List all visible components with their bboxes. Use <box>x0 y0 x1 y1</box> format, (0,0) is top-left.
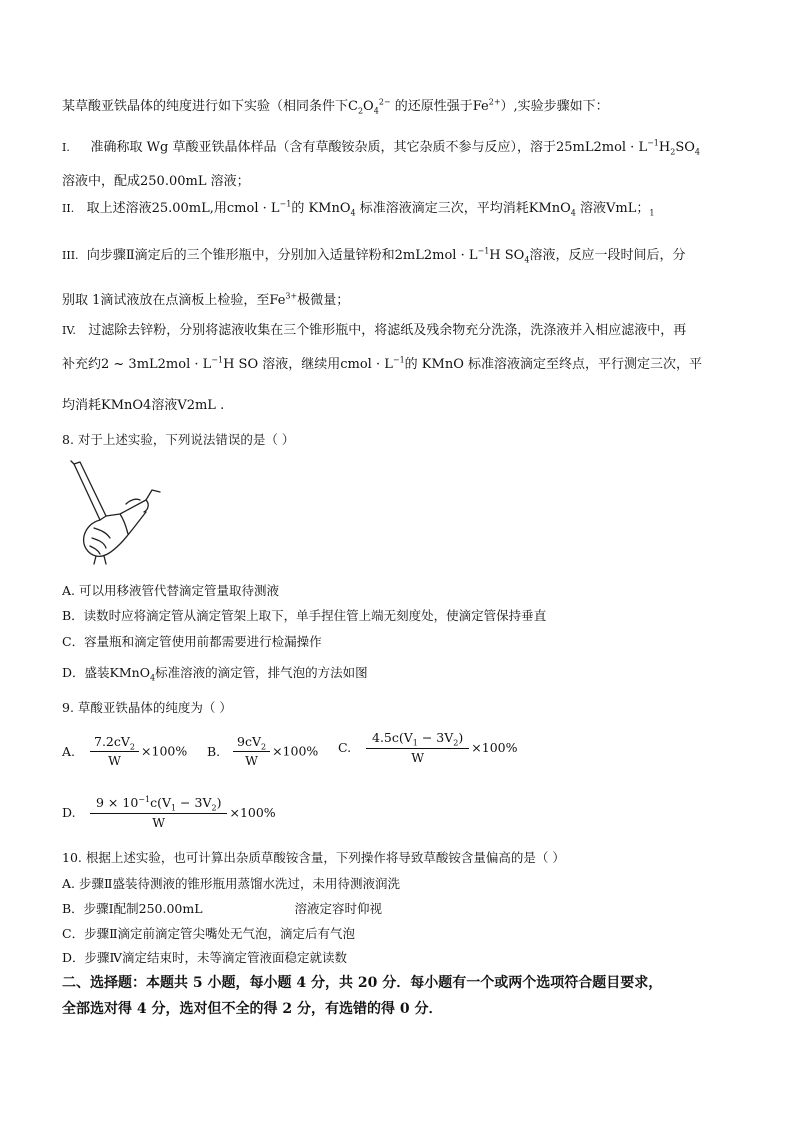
q8-option-c: C．容量瓶和滴定管使用前都需要进行检漏操作 <box>62 634 322 649</box>
intro-line <box>62 99 609 115</box>
step1-h-sub: 2 <box>670 147 676 157</box>
q9-a-num-sub: 2 <box>129 742 136 752</box>
q9-d-sup: −1 <box>138 794 151 804</box>
step3-sup: −1 <box>477 246 490 256</box>
step4-line2 <box>62 357 702 373</box>
step3-sup-2: 3+ <box>285 291 298 301</box>
intro-sub-2: 4 <box>373 106 379 116</box>
q10-option-c: C．步骤Ⅱ滴定前滴定管尖嘴处无气泡，滴定后有气泡 <box>62 926 356 941</box>
q9-option-a <box>62 734 187 769</box>
step3-text-2: H SO <box>489 248 525 263</box>
q9-b-label: B. <box>207 743 221 759</box>
q10-b-tail: 溶液定容时仰视 <box>294 901 383 916</box>
step1-text-2: 溶液中，配成250.00mL 溶液； <box>62 174 250 189</box>
step4-sup-2: −1 <box>392 355 405 365</box>
step2-v-sub: 1 <box>649 208 655 218</box>
intro-text-3: ）,实验步骤如下： <box>500 99 609 114</box>
q9-a-pct: ×100% <box>141 743 188 759</box>
q9-d-mid: c(V <box>150 795 171 810</box>
step3-text: 向步骤Ⅱ滴定后的三个锥形瓶中，分别加入适量锌粉和2mL2mol · L <box>86 248 478 263</box>
q9-b-fraction <box>233 734 270 769</box>
q8-option-b: B．读数时应将滴定管从滴定管架上取下，单手捏住管上端无刻度处，使滴定管保持垂直 <box>62 608 547 623</box>
q9-d-pct: ×100% <box>229 805 276 820</box>
step3-text-3: 溶液，反应一段时间后，分 <box>529 248 686 263</box>
q9-option-d <box>62 795 276 831</box>
step2-text-3: 标准溶液滴定三次，平均消耗KMnO <box>355 201 571 216</box>
step2-text-4: 溶液VmL； <box>575 201 650 216</box>
step4-text-5: 均消耗KMnO4溶液V2mL . <box>62 398 225 413</box>
q9-b-den: W <box>245 753 258 768</box>
step3-line2 <box>62 293 349 309</box>
step2-line <box>62 201 654 217</box>
q9-c-pct: ×100% <box>471 740 518 755</box>
step2-text: 取上述溶液25.00mL,用cmol · L <box>86 201 280 216</box>
step4-text-4: 的 KMnO 标准溶液滴定至终点，平行测定三次，平 <box>404 357 702 372</box>
step1-so-sub: 4 <box>694 147 700 157</box>
q8-d-sub: 4 <box>149 673 156 683</box>
step2-sup: −1 <box>279 199 292 209</box>
step3-text-4: 别取 1滴试液放在点滴板上检验，至Fe <box>62 293 286 308</box>
q9-d-mid-2: − 3V <box>176 795 212 810</box>
intro-sup-1: 2− <box>378 97 391 107</box>
q9-c-den: W <box>411 750 425 765</box>
step1-sup: −1 <box>647 138 659 148</box>
step1-h: H <box>658 140 671 155</box>
q9-a-fraction <box>90 734 139 769</box>
step4-sup: −1 <box>211 355 224 365</box>
q9-d-sub-1: 1 <box>170 803 177 813</box>
q9-a-den: W <box>108 753 121 768</box>
q10-option-d: D．步骤Ⅳ滴定结束时，未等滴定管液面稳定就读数 <box>62 950 348 965</box>
q9-d-num: 9 × 10 <box>96 795 139 810</box>
step4-line3 <box>62 398 224 414</box>
q9-c-sub-2: 2 <box>453 738 459 748</box>
step4-line1 <box>62 323 686 339</box>
step4-text-2: 补充约2 ~ 3mL2mol · L <box>62 357 212 372</box>
q8-stem: 8. 对于上述实验，下列说法错误的是（ ） <box>62 432 295 447</box>
q9-stem: 9. 草酸亚铁晶体的纯度为（ ） <box>62 700 232 715</box>
q9-option-b <box>207 734 318 769</box>
q9-d-fraction <box>90 795 227 831</box>
step3-sub: 4 <box>524 255 530 265</box>
q8-d-tail: 标准溶液的滴定管，排气泡的方法如图 <box>155 665 368 680</box>
q9-b-num-sub: 2 <box>260 742 267 752</box>
step4-text: 过滤除去锌粉，分别将滤液收集在三个锥形瓶中，将滤纸及残余物充分洗涤，洗涤液并入相应滤液中，再 <box>88 323 687 338</box>
intro-text-2: 的还原性强于Fe <box>390 99 489 114</box>
intro-sub-1: 2 <box>357 106 364 116</box>
q10-b-text: B．步骤Ⅰ配制250.00mL <box>62 901 203 916</box>
step1-line2 <box>62 174 250 190</box>
step1-text: 准确称取 Wg 草酸亚铁晶体样品（含有草酸铵杂质，其它杂质不参与反应），溶于25mL2mol · L <box>90 140 648 155</box>
section2-line1: 二、选择题：本题共 5 小题，每小题 4 分，共 20 分．每小题有一个或两个选项符合题目要求， <box>62 975 663 991</box>
q8-option-d <box>62 665 368 681</box>
q9-c-label: C. <box>338 740 352 755</box>
q9-c-num: 4.5c(V <box>372 730 413 745</box>
section2-line2: 全部选对得 4 分，选对但不全的得 2 分，有选错的得 0 分． <box>62 1001 443 1017</box>
q9-b-num: 9cV <box>237 734 261 749</box>
step4-number: IV. <box>62 324 76 337</box>
step2-sub: 4 <box>350 208 356 218</box>
q10-option-b <box>62 901 382 917</box>
step1-number: I. <box>62 141 70 154</box>
step2-text-2: 的 KMnO <box>291 201 351 216</box>
q9-option-c <box>338 730 518 766</box>
q9-a-label: A. <box>62 743 76 759</box>
step2-number: II. <box>62 202 75 215</box>
q10-stem: 10. 根据上述实验，也可计算出杂质草酸铵含量，下列操作将导致草酸铵含量偏高的是（ ） <box>62 850 565 865</box>
q8-d-text: D．盛装KMnO <box>62 665 150 680</box>
q8-option-a: A. 可以用移液管代替滴定管量取待测液 <box>62 583 279 598</box>
q9-c-end: ) <box>458 730 464 745</box>
intro-o: O <box>363 99 374 114</box>
intro-sup-2: 2+ <box>488 97 501 107</box>
q9-d-sub-2: 2 <box>211 803 217 813</box>
burette-hand-icon <box>66 460 166 565</box>
step3-number: III. <box>62 249 79 262</box>
q9-c-mid: − 3V <box>417 730 454 745</box>
step3-text-5: 极微量； <box>297 293 350 308</box>
step1-so: SO <box>675 140 695 155</box>
q10-option-a: A. 步骤Ⅱ盛装待测液的锥形瓶用蒸馏水洗过，未用待测液润洗 <box>62 876 400 891</box>
q9-b-pct: ×100% <box>272 743 319 759</box>
step1-line1 <box>62 140 700 156</box>
q9-c-fraction <box>366 730 469 766</box>
q9-d-label: D. <box>62 805 76 820</box>
q9-d-den: W <box>152 815 166 830</box>
step4-text-3: H SO 溶液，继续用cmol · L <box>223 357 393 372</box>
step3-line1 <box>62 248 685 264</box>
intro-text-1: 某草酸亚铁晶体的纯度进行如下实验（相同条件下C <box>62 99 358 114</box>
q9-d-end: ) <box>216 795 222 810</box>
q9-a-num: 7.2cV <box>94 734 130 749</box>
step2-sub-2: 4 <box>570 208 576 218</box>
q9-c-sub-1: 1 <box>412 738 418 748</box>
